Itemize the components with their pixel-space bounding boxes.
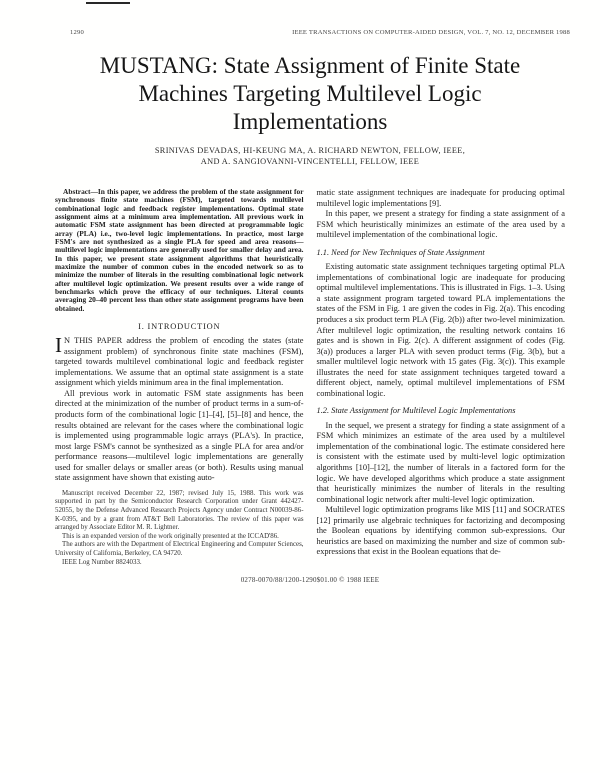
subsection-heading-1-1: 1.1. Need for New Techniques of State Assignment (316, 247, 485, 257)
abstract-paragraph: Abstract—In this paper, we address the problem of the state assignment for synchronous finite state machines (FSM), targeted towards multilevel combinational logic and feedback register implementations. Optimal state assignment aims at a minimum area implementation. All previous work in automatic FSM state assignment has been directed at programmable logic array (PLA) i.e., two-level logic implementations. In practice, most large FSM's are not synthesized as a single PLA for speed and area reasons—multilevel logic implementations are generally used for smaller delay and area. In this paper, we present state assignment algorithms that heuristically maximize the number of common cubes in the encoded network so as to minimize the number of literals in the resulting combinational logic network after multilevel logic optimization. We present results over a wide range of benchmarks which prove the efficacy of our techniques. Literal counts averaging 20–40 percent less than other state assignment programs have been obtained. (55, 187, 304, 313)
page-number: 1290 (70, 29, 84, 36)
rc-paragraph-4: In the sequel, we present a strategy for finding a state assignment of a FSM which minimizes an estimate of the area used by a multilevel implementation of the combinational logic. The estimate considered here is consistent with the estimate used by multi-level logic optimization algorithms [10]–[12], the number of literals in a factored form for the logic. We have developed algorithms which produce a state assignment that heuristically minimizes the number of literals in the resulting combinational logic network after multi-level logic optimization. (316, 420, 565, 504)
journal-header: IEEE TRANSACTIONS ON COMPUTER-AIDED DESIGN, VOL. 7, NO. 12, DECEMBER 1988 (292, 29, 570, 36)
footnote-line-3: The authors are with the Department of Electrical Engineering and Computer Sciences, University of California, Berkeley, CA 94720. (55, 541, 304, 557)
body-paragraph-2: All previous work in automatic FSM state assignments has been directed at the minimization of the number of product terms in a sum-of-products form of the combinational logic [1]–[4], [5]–[8] and hence, the results obtained are relevant for the cases where the combinational logic is implemented using programmable logic arrays (PLA's). In practice, most large FSM's cannot be synthesized as a single PLA for area and/or performance reasons—multilevel logic implementations are generally used for smaller delays or smaller areas (or both). Results using manual state assignment have shown that existing auto- (55, 388, 304, 483)
title-line-2: Machines Targeting Multilevel Logic (138, 81, 482, 106)
title-line-1: MUSTANG: State Assignment of Finite State (99, 53, 521, 78)
scan-artifact-line (86, 2, 130, 4)
copyright-line: 0278-0070/88/1200-1290$01.00 © 1988 IEEE (240, 576, 380, 585)
left-column (55, 188, 304, 567)
author-list (55, 145, 565, 167)
running-head (70, 29, 570, 36)
title-line-3: Implementations (232, 109, 388, 134)
dropcap-initial: I (55, 333, 62, 358)
section-heading-introduction: I. INTRODUCTION (138, 322, 221, 332)
intro-paragraph (55, 333, 304, 389)
rc-paragraph-2: In this paper, we present a strategy for finding a state assignment of a FSM which heuristically minimizes an estimate of the area used by a multilevel implementation of the combinational logic. (316, 209, 565, 240)
subsection-heading-1-2: 1.2. State Assignment for Multilevel Logic Implementations (316, 406, 516, 416)
footnote-block (55, 490, 304, 567)
footnote-line-4: IEEE Log Number 8824033. (62, 558, 142, 566)
footnote-line-1: Manuscript received December 22, 1987; revised July 15, 1988. This work was supported in part by the Semiconductor Research Corporation under Grant 442427-52055, by the Defense Advanced Research Projects Agency under Contract N00039-86-K-0395, and by a grant from AT&T Bell Laboratories. The review of this paper was arranged by Associate Editor M. R. Lightner. (55, 489, 304, 532)
author-line-2: AND A. SANGIOVANNI-VINCENTELLI, FELLOW, IEEE (200, 157, 420, 166)
footnote-line-2: This is an expanded version of the work originally presented at the ICCAD'86. (62, 532, 279, 540)
author-line-1: SRINIVAS DEVADAS, HI-KEUNG MA, A. RICHARD NEWTON, FELLOW, IEEE, (154, 146, 466, 155)
two-column-body (55, 188, 565, 567)
right-column (317, 188, 566, 567)
rc-paragraph-5: Multilevel logic optimization programs like MIS [11] and SOCRATES [12] primarily use algebraic techniques for factorizing and decomposing the Boolean equations by identifying common sub-expressions. Our heuristics are based on maximizing the number and size of common sub-expressions that exist in the Boolean equations that de- (316, 505, 565, 557)
rc-paragraph-3: Existing automatic state assignment techniques targeting optimal PLA implementations of combinational logic are inadequate for producing optimal multilevel implementations. This is illustrated in Figs. 1–3. Using a state assignment program targeted toward PLA implementations the states of the FSM in Fig. 1 are given the codes in Fig. 2(a). This encoding produces a six product term PLA (Fig. 2(b)) after two-level minimization. After multilevel logic optimization, the resulting network contains 16 gates and is shown in Fig. 2(c). A different assignment of codes (Fig. 3(a)) produces a larger PLA with seven product terms (Fig. 3(b), but a smaller multilevel logic network with 15 gates (Fig. 3(c)). This example illustrates the need for state assignment techniques targeted toward a different object, namely, optimal multilevel implementations of FSM combinational logic. (316, 262, 565, 398)
paper-title (55, 52, 565, 136)
intro-paragraph-text: N THIS PAPER address the problem of encoding the states (state assignment problem) of synchronous finite state machines (FSM), targeted towards multilevel combinational logic and feedback register implementations. We assume that an optimal state assignment is a state assignment which yields minimum area in the final implementation. (55, 336, 304, 388)
rc-paragraph-1: matic state assignment techniques are inadequate for producing optimal multilevel logic implementations [9]. (316, 188, 565, 208)
